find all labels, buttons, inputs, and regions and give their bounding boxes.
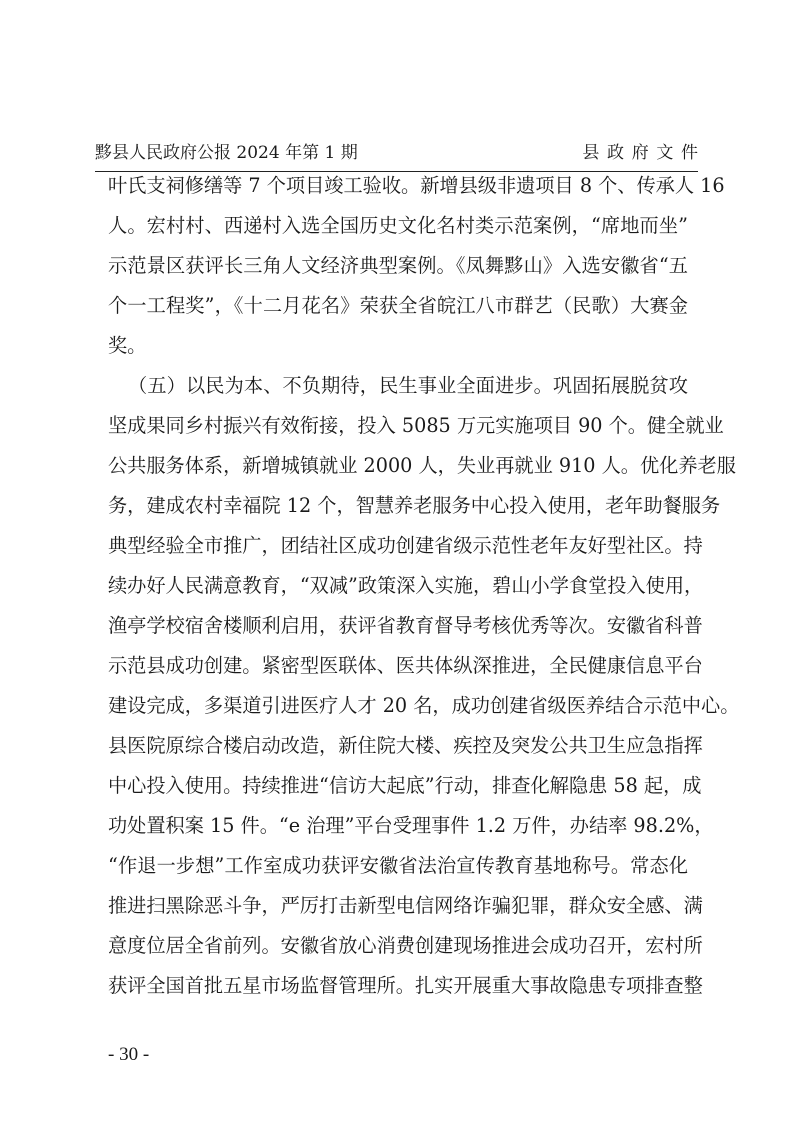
text-line: 意度位居全省前列。安徽省放心消费创建现场推进会成功召开，宏村所 xyxy=(108,934,703,957)
text-line: 坚成果同乡村振兴有效衔接，投入 5085 万元实施项目 90 个。健全就业 xyxy=(108,414,724,437)
text-line: 渔亭学校宿舍楼顺利启用，获评省教育督导考核优秀等次。安徽省科普 xyxy=(108,614,703,637)
paragraph-first-line: （五）以民为本、不负期待，民生事业全面进步。巩固拓展脱贫攻 xyxy=(128,374,688,397)
text-line: 叶氏支祠修缮等 7 个项目竣工验收。新增县级非遗项目 8 个、传承人 16 xyxy=(108,174,725,197)
text-line: 中心投入使用。持续推进“信访大起底”行动，排查化解隐患 58 起，成 xyxy=(108,774,702,797)
text-line: 县医院原综合楼启动改造，新住院大楼、疾控及突发公共卫生应急指挥 xyxy=(108,734,703,757)
text-line: 建设完成，多渠道引进医疗人才 20 名，成功创建省级医养结合示范中心。 xyxy=(108,694,740,717)
text-line: 人。宏村村、西递村入选全国历史文化名村类示范案例，“席地而坐” xyxy=(108,214,688,237)
text-line: 典型经验全市推广，团结社区成功创建省级示范性老年友好型社区。持 xyxy=(108,534,703,557)
text-line: 功处置积案 15 件。“e 治理”平台受理事件 1.2 万件，办结率 98.2%， xyxy=(108,814,714,837)
text-line: 示范县成功创建。紧密型医联体、医共体纵深推进，全民健康信息平台 xyxy=(108,654,703,677)
text-line: 获评全国首批五星市场监督管理所。扎实开展重大事故隐患专项排查整 xyxy=(108,974,703,997)
text-line: “作退一步想”工作室成功获评安徽省法治宣传教育基地称号。常态化 xyxy=(108,854,688,877)
text-line: 务，建成农村幸福院 12 个，智慧养老服务中心投入使用，老年助餐服务 xyxy=(108,494,721,517)
page-header xyxy=(95,143,706,172)
page-number: - 30 - xyxy=(108,1044,150,1065)
text-line: 续办好人民满意教育，“双减”政策深入实施，碧山小学食堂投入使用， xyxy=(108,574,704,597)
text-line: 推进扫黑除恶斗争，严厉打击新型电信网络诈骗犯罪，群众安全感、满 xyxy=(108,894,703,917)
bulletin-title: 黟县人民政府公报 2024 年第 1 期 xyxy=(95,143,358,163)
text-line: 奖。 xyxy=(108,334,147,357)
text-line: 公共服务体系，新增城镇就业 2000 人，失业再就业 910 人。优化养老服 xyxy=(108,454,736,477)
text-line: 示范景区获评长三角人文经济典型案例。《凤舞黟山》入选安徽省“五 xyxy=(108,254,688,277)
text-line: 个一工程奖”，《十二月花名》荣获全省皖江八市群艺（民歌）大赛金 xyxy=(108,294,688,317)
document-category: 县政府文件 xyxy=(582,143,706,163)
